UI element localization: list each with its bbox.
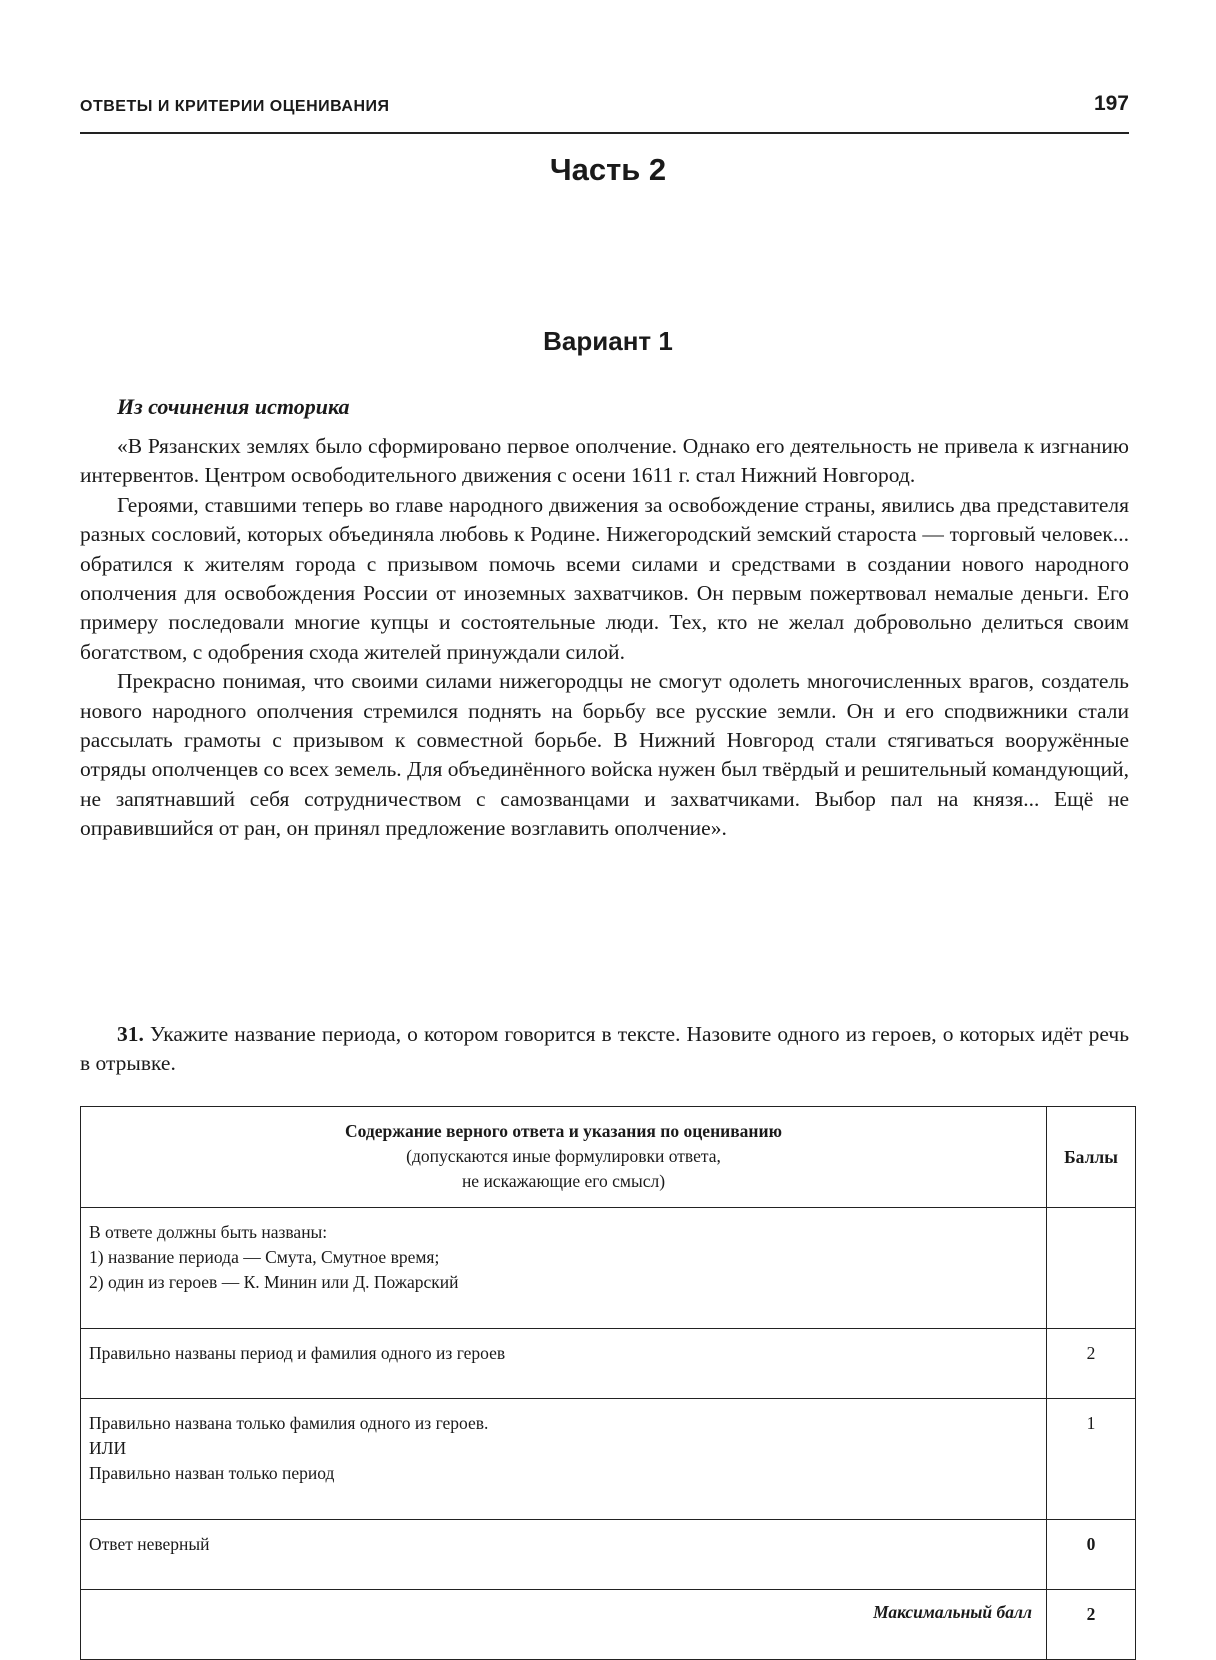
question-number: 31. xyxy=(117,1022,144,1046)
criterion-line: Правильно назван только период xyxy=(89,1463,335,1483)
part-title: Часть 2 xyxy=(549,152,667,187)
paragraph: Прекрасно понимая, что своими силами нижегородцы не смогут одолеть многочисленных врагов, создатель нового народного ополчения стремился поднять на борьбу все русские земли. Он и его сподвижники стали рассылать грамоты с призывом к совместной борьбе. В Нижний Новгород стали стягиваться вооружённые отряды ополченцев со всех земель. Для объединённого войска нужен был твёрдый и решительный командующий, не запятнавший себя сотрудничеством с самозванцами и захватчиками. Выбор пал на князя... Ещё не оправившийся от ран, он принял предложение возглавить ополчение». xyxy=(80,669,1129,841)
empty-score-cell xyxy=(1047,1208,1136,1329)
content-header-sub2: не искажающие его смысл) xyxy=(461,1171,666,1191)
variant-title: Вариант 1 xyxy=(543,326,673,356)
table-row xyxy=(81,1399,1136,1520)
criterion-score: 2 xyxy=(1047,1329,1136,1399)
source-text xyxy=(80,432,1129,844)
requirements-line: 1) название периода — Смута, Смутное время; xyxy=(89,1247,440,1267)
question-text: Укажите название периода, о котором говорится в тексте. Назовите одного из героев, о которых идёт речь в отрывке. xyxy=(80,1022,1129,1076)
requirements-line: 2) один из героев — К. Минин или Д. Пожарский xyxy=(89,1272,459,1292)
criterion-line: Правильно названа только фамилия одного из героев. xyxy=(89,1413,489,1433)
criterion-text xyxy=(81,1399,1047,1520)
criterion-text: Правильно названы период и фамилия одного из героев xyxy=(81,1329,1047,1399)
source-label: Из сочинения историка xyxy=(117,394,350,419)
paragraph: «В Рязанских землях было сформировано первое ополчение. Однако его деятельность не привела к изгнанию интервентов. Центром освободительного движения с осени 1611 г. стал Нижний Новгород. xyxy=(80,434,1129,488)
criterion-score: 0 xyxy=(1047,1520,1136,1590)
table-header-row xyxy=(81,1107,1136,1208)
page-number: 197 xyxy=(1093,92,1129,115)
content-header xyxy=(81,1107,1047,1208)
criteria-table xyxy=(80,1106,1136,1660)
page-header xyxy=(80,94,1129,134)
question-31 xyxy=(80,1020,1129,1079)
paragraph: Героями, ставшими теперь во главе народного движения за освобождение страны, явились два представителя разных сословий, которых объединяла любовь к Родине. Нижегородский земский староста — торговый человек... обратился к жителям города с призывом помочь всеми силами и средствами в создании нового народного ополчения для освобождения России от иноземных захватчиков. Он первым пожертвовал немалые деньги. Его примеру последовали многие купцы и состоятельные люди. Тех, кто не желал добровольно делиться своим богатством, с одобрения схода жителей принуждали силой. xyxy=(80,492,1129,664)
criterion-score: 1 xyxy=(1047,1399,1136,1520)
table-row xyxy=(81,1520,1136,1590)
requirements-cell xyxy=(81,1208,1047,1329)
table-row xyxy=(81,1590,1136,1660)
table-row xyxy=(81,1329,1136,1399)
content-header-sub1: (допускаются иные формулировки ответа, xyxy=(406,1146,721,1166)
requirements-line: В ответе должны быть названы: xyxy=(89,1222,328,1242)
criterion-text: Ответ неверный xyxy=(81,1520,1047,1590)
score-header: Баллы xyxy=(1047,1107,1136,1208)
table-row xyxy=(81,1208,1136,1329)
max-score-label: Максимальный балл xyxy=(81,1590,1047,1660)
max-score-value: 2 xyxy=(1047,1590,1136,1660)
running-title: ОТВЕТЫ И КРИТЕРИИ ОЦЕНИВАНИЯ xyxy=(80,98,390,115)
content-header-main: Содержание верного ответа и указания по оцениванию xyxy=(345,1121,782,1141)
criterion-line: ИЛИ xyxy=(89,1438,127,1458)
